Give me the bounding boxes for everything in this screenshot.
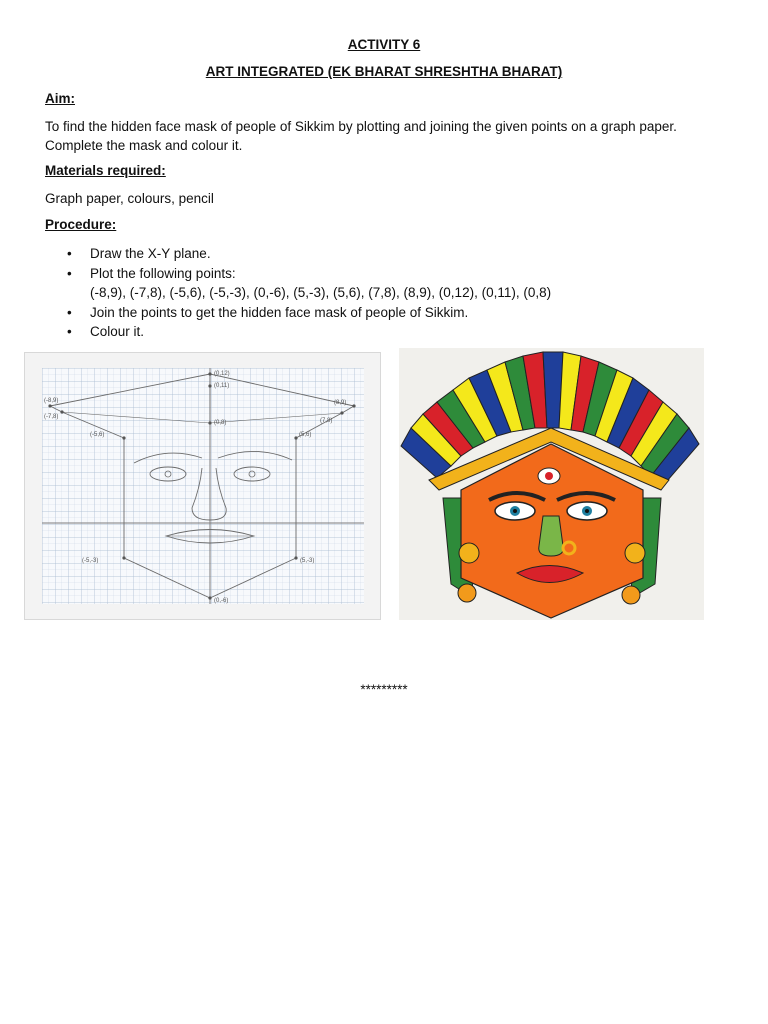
mask-illustration (399, 348, 704, 620)
activity-subtitle: ART INTEGRATED (EK BHARAT SHRESHTHA BHARAT) (205, 64, 563, 79)
point-label: (5,6) (299, 432, 312, 438)
point-label: (-5,-3) (82, 558, 99, 564)
procedure-list (45, 244, 725, 342)
sikkim-mask-photo (399, 348, 704, 620)
point-label: (0,-6) (214, 598, 229, 604)
graph-sketch (42, 368, 364, 604)
point-label: (7,8) (320, 418, 333, 424)
list-item: • Join the points to get the hidden face mask of people of Sikkim. (45, 303, 725, 323)
list-item: • Plot the following points: (45, 264, 725, 284)
bullet-icon: • (67, 246, 72, 261)
bullet-icon: • (67, 265, 72, 281)
point-label: (0,11) (214, 383, 230, 389)
aim-text: To find the hidden face mask of people of Sikkim by plotting and joining the given points on a graph paper. Complete the mask and colour it. (45, 119, 677, 153)
points-list: (-8,9), (-7,8), (-5,6), (-5,-3), (0,-6), (5,-3), (5,6), (7,8), (8,9), (0,12), (0,11), (0,8) (90, 285, 552, 300)
point-label: (0,12) (214, 371, 230, 377)
aim-heading: Aim: (45, 91, 75, 106)
point-label: (-8,9) (44, 398, 59, 404)
graph-paper-figure (24, 352, 381, 620)
materials-text: Graph paper, colours, pencil (45, 191, 214, 206)
point-label: (5,-3) (300, 558, 315, 564)
activity-title: ACTIVITY 6 (347, 37, 421, 52)
bullet-icon: • (67, 324, 72, 339)
materials-heading: Materials required: (45, 163, 166, 178)
point-label: (-7,8) (44, 414, 59, 420)
bullet-icon: • (67, 304, 72, 320)
point-label: (8,9) (334, 400, 347, 406)
point-label: (-5,6) (90, 432, 105, 438)
procedure-heading: Procedure: (45, 217, 117, 232)
end-stars: ********* (360, 682, 408, 697)
point-label: (0,8) (214, 420, 227, 426)
list-item: • Draw the X-Y plane. (45, 244, 725, 264)
list-item: • Colour it. (45, 322, 725, 342)
